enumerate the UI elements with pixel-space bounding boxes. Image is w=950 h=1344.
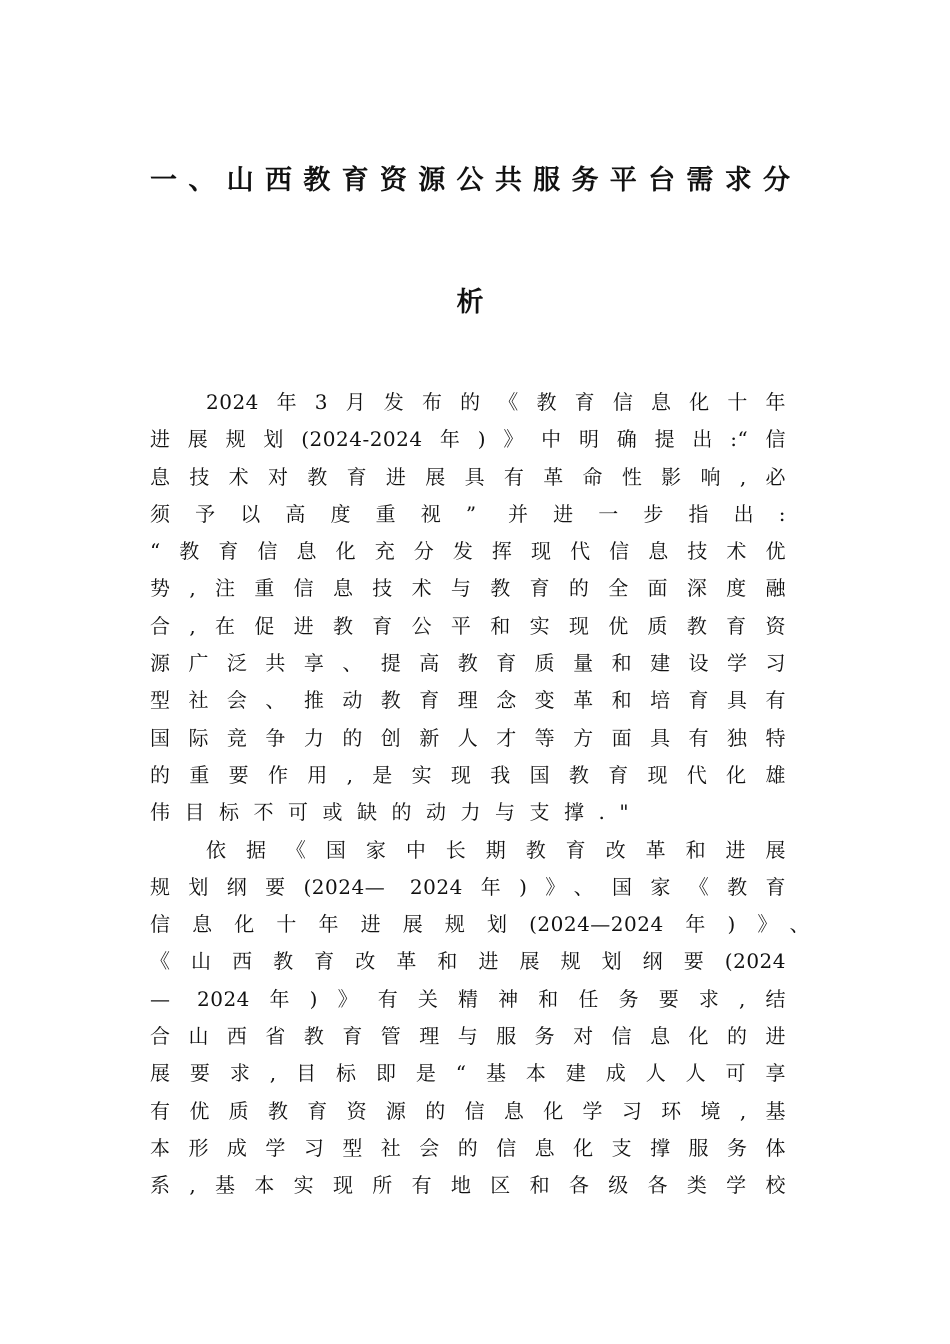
paragraph-line: 须予以高度重视” 并进一步指出: xyxy=(150,501,786,526)
paragraph-line: 进展规划(2024-2024年)》中明确提出:“信 xyxy=(150,427,786,452)
heading-char: 台 xyxy=(648,165,676,196)
paragraph-line: 合,在促进教育公平和实现优质教育资 xyxy=(150,613,786,638)
heading-char: 山 xyxy=(226,165,254,196)
paragraph-line: 源广泛共享、提高教育质量和建设学习 xyxy=(150,651,786,676)
body-text xyxy=(150,384,810,1205)
paragraph-1 xyxy=(150,384,786,832)
section-heading-line-1 xyxy=(150,158,790,197)
section-heading-continuation xyxy=(150,280,790,319)
paragraph-line: 本形成学习型社会的信息化支撑服务体 xyxy=(150,1135,786,1160)
paragraph-line: 的重要作用,是实现我国教育现代化雄 xyxy=(150,762,786,787)
paragraph-line: “教育信息化充分发挥现代信息技术优 xyxy=(150,539,786,564)
paragraph-line: 信息化十年进展规划(2024—2024年)》、 xyxy=(150,912,810,937)
heading-char: 育 xyxy=(341,165,369,196)
paragraph-line: 息技术对教育进展具有革命性影响,必 xyxy=(150,464,786,489)
paragraph-line: 系,基本实现所有地区和各级各类学校 xyxy=(150,1173,786,1198)
heading-char: 共 xyxy=(494,165,522,196)
heading-char: 分 xyxy=(763,165,790,196)
heading-char: 需 xyxy=(686,165,714,196)
paragraph-line: 《山西教育改革和进展规划纲要(2024 xyxy=(150,949,786,974)
paragraph-line: — 2024年)》有关精神和任务要求,结 xyxy=(150,986,786,1011)
heading-char: 西 xyxy=(264,165,292,196)
heading-char: 求 xyxy=(724,165,752,196)
paragraph-line: 型社会、推动教育理念变革和培育具有 xyxy=(150,688,786,713)
heading-char: 源 xyxy=(418,165,446,196)
paragraph-line: 伟目标不可或缺的动力与支撑." xyxy=(150,800,644,825)
heading-char: 平 xyxy=(609,165,637,196)
paragraph-line: 合山西省教育管理与服务对信息化的进 xyxy=(150,1024,786,1049)
section-heading-line-2: 析 xyxy=(456,287,484,318)
heading-char: 教 xyxy=(303,165,331,196)
paragraph-line: 2024年3月发布的《教育信息化十年 xyxy=(206,390,786,414)
heading-char: 一 xyxy=(150,165,177,196)
paragraph-line: 国际竞争力的创新人才等方面具有独特 xyxy=(150,725,786,750)
paragraph-2 xyxy=(150,832,810,1205)
section-heading xyxy=(150,158,790,197)
paragraph-line: 有优质教育资源的信息化学习环境,基 xyxy=(150,1098,786,1123)
paragraph-line: 势,注重信息技术与教育的全面深度融 xyxy=(150,576,786,601)
heading-char: 务 xyxy=(571,165,599,196)
heading-char: 公 xyxy=(456,165,484,196)
paragraph-line: 规划纲要(2024— 2024年)》、国家《教育 xyxy=(150,874,786,899)
paragraph-line: 展要求,目标即是“基本建成人人可享 xyxy=(150,1061,786,1086)
heading-char: 资 xyxy=(379,165,407,196)
paragraph-line: 依据《国家中长期教育改革和进展 xyxy=(206,837,786,862)
heading-char: 服 xyxy=(533,165,561,196)
heading-char: 、 xyxy=(188,165,216,196)
